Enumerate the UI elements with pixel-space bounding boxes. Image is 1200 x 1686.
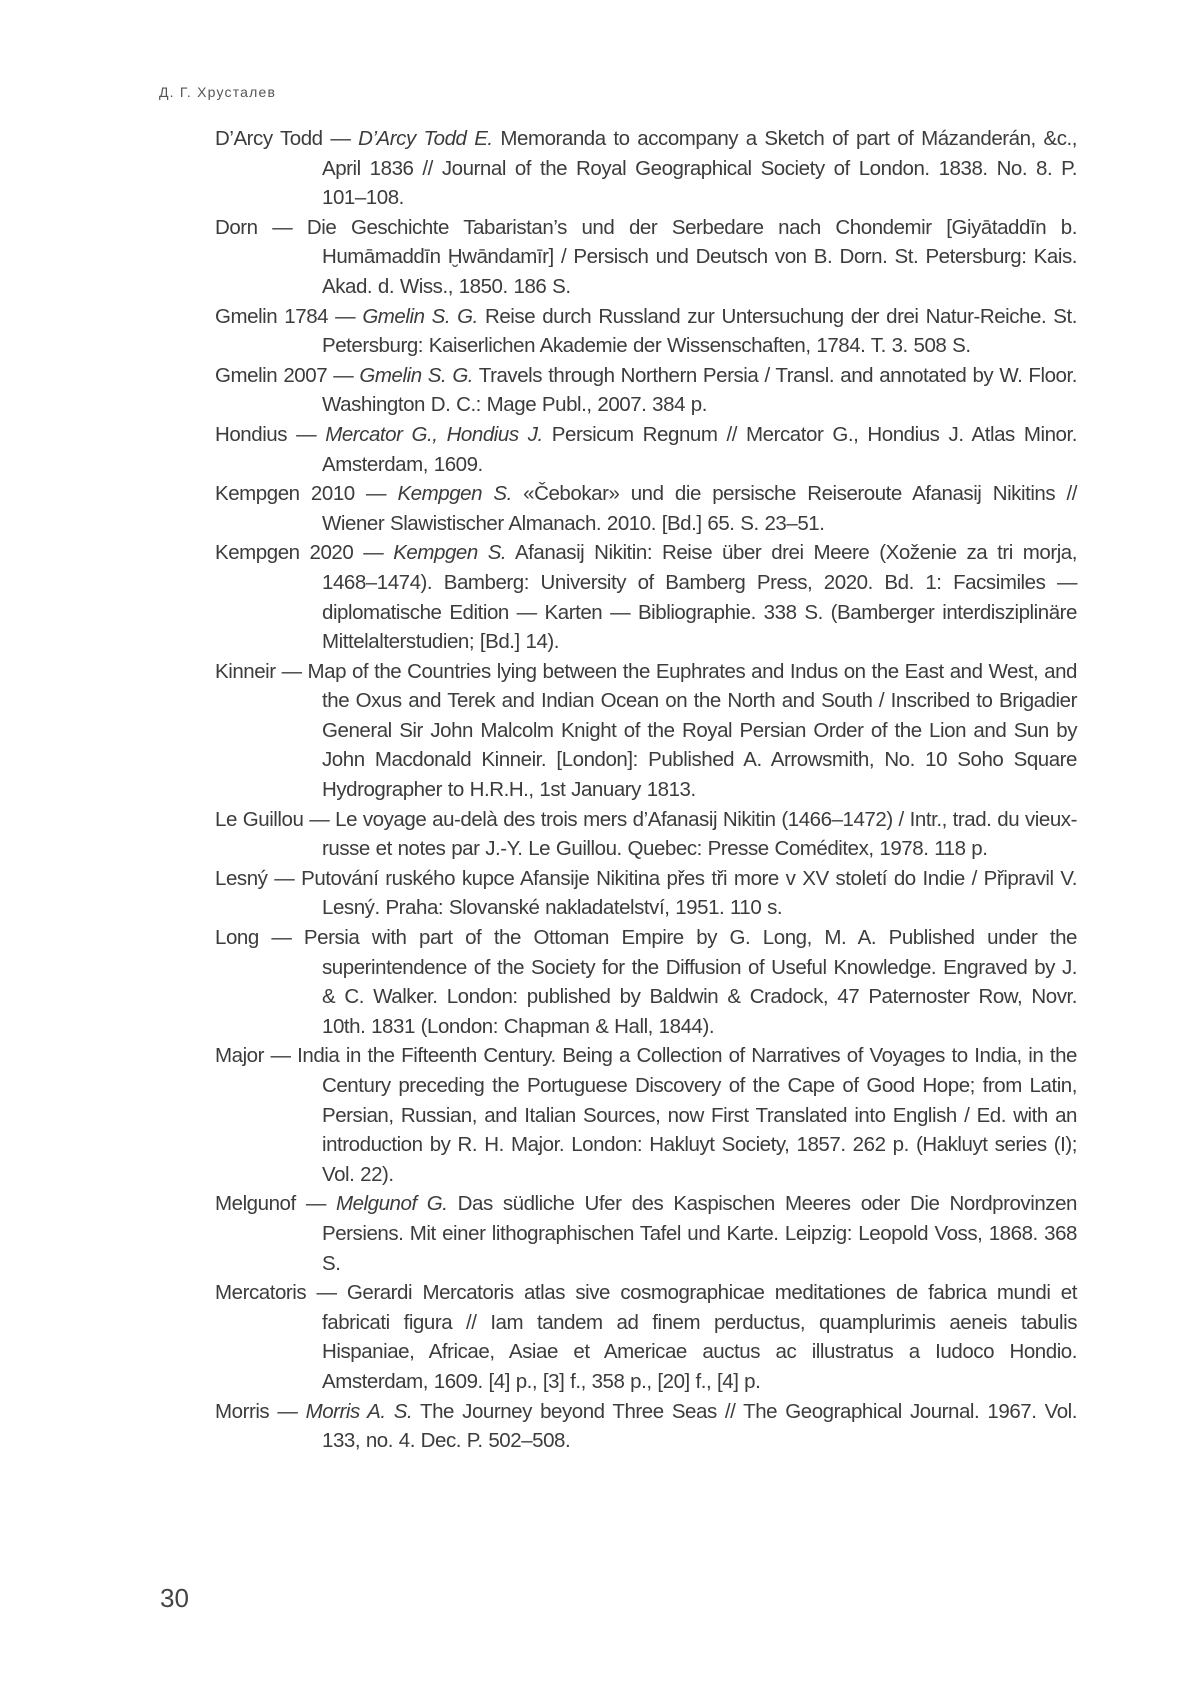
entry-key: Long — bbox=[215, 926, 304, 950]
entry-text: Gerardi Mercatoris atlas sive cosmographicae meditationes de fabrica mundi et fabricati figura // Iam tandem ad finem perductus, quamplurimis aeneis tabulis Hispaniae, Africae, Asiae et Americae auctus ac illustratus a Iudoco Hondio. Amsterdam, 1609. [4] p., [3] f., 358 p., [20] f., [4] p. bbox=[322, 1281, 1077, 1393]
entry-key: Dorn — bbox=[215, 215, 307, 239]
bibliography-entry bbox=[215, 361, 1077, 420]
entry-key: Gmelin 2007 — bbox=[215, 363, 360, 387]
bibliography-entry bbox=[215, 1278, 1077, 1396]
entry-key: Mercatoris — bbox=[215, 1281, 347, 1305]
entry-key: Le Guillou — bbox=[215, 807, 336, 831]
entry-key: Hondius — bbox=[215, 422, 326, 446]
entry-author: Mercator G., Hondius J. bbox=[325, 422, 543, 446]
entry-text: Putování ruského kupce Afansije Nikitina přes tři more v XV století do Indie / Připravil V. Lesný. Praha: Slovanské nakladatelství, 1951. 110 s. bbox=[301, 866, 1078, 920]
entry-author: Gmelin S. G. bbox=[362, 304, 478, 328]
entry-key: Kempgen 2020 — bbox=[215, 541, 394, 565]
entry-author: Morris A. S. bbox=[305, 1399, 413, 1423]
bibliography-list bbox=[215, 124, 1077, 1456]
entry-text: Map of the Countries lying between the Euphrates and Indus on the East and West, and the Oxus and Terek and Indian Ocean on the North and South / Inscribed to Brigadier General Sir John Malcolm Knight of the Royal Persian Order of the Lion and Sun by John Macdonald Kinneir. [London]: Published A. Arrowsmith, No. 10 Soho Square Hydrographer to H.R.H., 1st January 1813. bbox=[307, 659, 1077, 802]
bibliography-entry bbox=[215, 124, 1077, 213]
entry-key: Gmelin 1784 — bbox=[215, 304, 363, 328]
entry-text: Das südliche Ufer des Kaspischen Meeres oder Die Nordprovinzen Persiens. Mit einer lithographischen Tafel und Karte. Leipzig: Leopold Voss, 1868. 368 S. bbox=[322, 1192, 1077, 1275]
bibliography-entry bbox=[215, 923, 1077, 1041]
entry-text: Memoranda to accompany a Sketch of part of Mázanderán, &c., April 1836 // Journal of the Royal Geographical Society of London. 1838. No. 8. P. 101–108. bbox=[322, 127, 1078, 210]
bibliography-entry bbox=[215, 538, 1077, 656]
bibliography-entry bbox=[215, 657, 1077, 805]
entry-key: Kinneir — bbox=[215, 659, 308, 683]
entry-text: Afanasij Nikitin: Reise über drei Meere (Xoženie za tri morja, 1468–1474). Bamberg: University of Bamberg Press, 2020. Bd. 1: Facsimiles — diplomatische Edition — Karten — Bibliographie. 338 S. (Bamberger interdisziplinäre Mittelalterstudien; [Bd.] 14). bbox=[322, 541, 1077, 654]
running-head: Д. Г. Хрусталев bbox=[159, 84, 277, 100]
entry-text: The Journey beyond Three Seas // The Geographical Journal. 1967. Vol. 133, no. 4. Dec. P. 502–508. bbox=[322, 1399, 1077, 1453]
entry-key: Major — bbox=[215, 1044, 298, 1068]
entry-author: Kempgen S. bbox=[393, 541, 507, 565]
entry-text: Le voyage au-delà des trois mers d’Afanasij Nikitin (1466–1472) / Intr., trad. du vieux-russe et notes par J.-Y. Le Guillou. Quebec: Presse Coméditex, 1978. 118 p. bbox=[322, 807, 1077, 861]
entry-text: India in the Fifteenth Century. Being a Collection of Narratives of Voyages to India, in the Century preceding the Portuguese Discovery of the Cape of Good Hope; from Latin, Persian, Russian, and Italian Sources, now First Translated into English / Ed. with an introduction by R. H. Major. London: Hakluyt Society, 1857. 262 p. (Hakluyt series (I); Vol. 22). bbox=[297, 1044, 1077, 1186]
bibliography-entry bbox=[215, 302, 1077, 361]
bibliography-entry bbox=[215, 420, 1077, 479]
entry-text: Die Geschichte Tabaristan’s und der Serbedare nach Chondemir [Giyātaddīn b. Humāmaddīn Ḫwāndamīr] / Persisch und Deutsch von B. Dorn. St. Petersburg: Kais. Akad. d. Wiss., 1850. 186 S. bbox=[306, 215, 1077, 298]
entry-text: Travels through Northern Persia / Transl. and annotated by W. Floor. Washington D. C.: Mage Publ., 2007. 384 p. bbox=[322, 363, 1078, 417]
entry-text: Reise durch Russland zur Untersuchung der drei Natur-Reiche. St. Petersburg: Kaiserlichen Akademie der Wissenschaften, 1784. T. 3. 508 S. bbox=[322, 304, 1077, 358]
entry-author: D’Arcy Todd E. bbox=[358, 127, 493, 150]
entry-key: D’Arcy Todd — bbox=[215, 127, 359, 150]
bibliography-entry bbox=[215, 1397, 1077, 1456]
entry-author: Kempgen S. bbox=[397, 482, 512, 506]
page-number: 30 bbox=[160, 1583, 189, 1613]
bibliography-entry bbox=[215, 1189, 1077, 1278]
bibliography-entry bbox=[215, 805, 1077, 864]
entry-key: Melgunof — bbox=[215, 1192, 336, 1216]
entry-key: Lesný — bbox=[215, 866, 302, 890]
bibliography-entry bbox=[215, 864, 1077, 923]
entry-author: Melgunof G. bbox=[335, 1192, 448, 1216]
entry-text: «Čebokar» und die persische Reiseroute Afanasij Nikitins // Wiener Slawistischer Almanach. 2010. [Bd.] 65. S. 23–51. bbox=[322, 482, 1077, 535]
bibliography-entry bbox=[215, 213, 1077, 302]
entry-text: Persia with part of the Ottoman Empire by G. Long, M. A. Published under the superintendence of the Society for the Diffusion of Useful Knowledge. Engraved by J. & C. Walker. London: published by Baldwin & Cradock, 47 Paternoster Row, Novr. 10th. 1831 (London: Chapman & Hall, 1844). bbox=[303, 926, 1077, 1038]
bibliography-entry bbox=[215, 1041, 1077, 1189]
entry-key: Morris — bbox=[215, 1399, 306, 1423]
entry-key: Kempgen 2010 — bbox=[215, 482, 398, 506]
bibliography-entry bbox=[215, 479, 1077, 538]
entry-author: Gmelin S. G. bbox=[359, 363, 474, 387]
entry-text: Persicum Regnum // Mercator G., Hondius J. Atlas Minor. Amsterdam, 1609. bbox=[322, 422, 1077, 476]
